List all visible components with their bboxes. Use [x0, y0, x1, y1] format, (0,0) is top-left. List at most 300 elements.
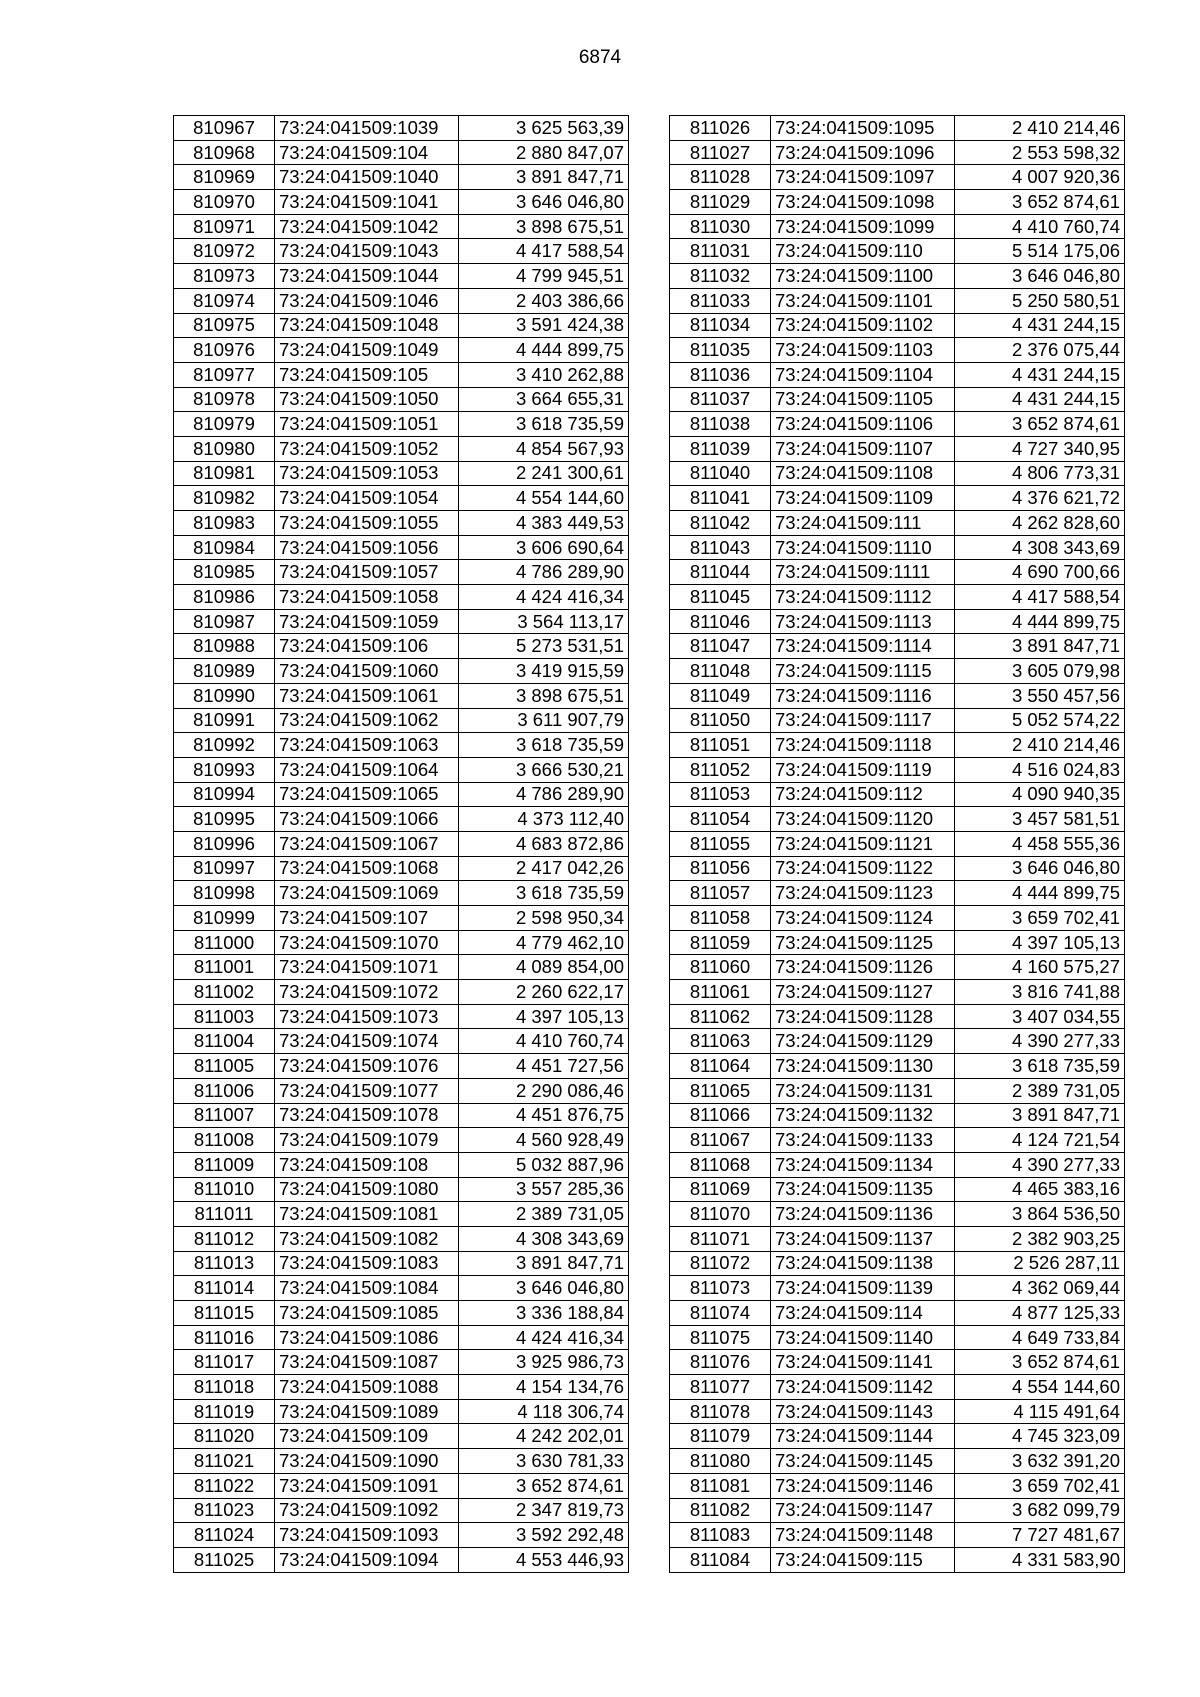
cadastral-number-cell: 73:24:041509:1110 [771, 535, 955, 560]
record-number-cell: 811068 [670, 1152, 771, 1177]
table-row [174, 757, 629, 782]
record-number-cell: 811070 [670, 1202, 771, 1227]
table-row [670, 659, 1125, 684]
record-number-cell: 811018 [174, 1375, 275, 1400]
table-row [174, 1029, 629, 1054]
record-number-cell: 811062 [670, 1004, 771, 1029]
value-cell: 2 241 300,61 [459, 461, 629, 486]
record-number-cell: 811015 [174, 1301, 275, 1326]
table-row [174, 930, 629, 955]
record-number-cell: 811012 [174, 1226, 275, 1251]
cadastral-number-cell: 73:24:041509:104 [275, 140, 459, 165]
table-row [174, 634, 629, 659]
cadastral-number-cell: 73:24:041509:1127 [771, 980, 955, 1005]
cadastral-number-cell: 73:24:041509:1146 [771, 1473, 955, 1498]
cadastral-number-cell: 73:24:041509:1123 [771, 881, 955, 906]
record-number-cell: 811063 [670, 1029, 771, 1054]
value-cell: 4 554 144,60 [459, 486, 629, 511]
record-number-cell: 811028 [670, 165, 771, 190]
cadastral-number-cell: 73:24:041509:1133 [771, 1128, 955, 1153]
cadastral-number-cell: 73:24:041509:1073 [275, 1004, 459, 1029]
table-row [670, 1424, 1125, 1449]
value-cell: 2 389 731,05 [955, 1078, 1125, 1103]
table-row [174, 116, 629, 141]
table-row [670, 1276, 1125, 1301]
value-cell: 3 410 262,88 [459, 362, 629, 387]
table-row [174, 955, 629, 980]
record-number-cell: 811051 [670, 733, 771, 758]
table-row [174, 1375, 629, 1400]
cadastral-number-cell: 73:24:041509:1142 [771, 1375, 955, 1400]
cadastral-number-cell: 73:24:041509:1107 [771, 436, 955, 461]
cadastral-number-cell: 73:24:041509:1143 [771, 1399, 955, 1424]
cadastral-number-cell: 73:24:041509:1072 [275, 980, 459, 1005]
record-number-cell: 810984 [174, 535, 275, 560]
cadastral-number-cell: 73:24:041509:1071 [275, 955, 459, 980]
value-cell: 3 898 675,51 [459, 214, 629, 239]
right-register-table [669, 115, 1125, 1573]
cadastral-number-cell: 73:24:041509:1042 [275, 214, 459, 239]
cadastral-number-cell: 73:24:041509:1086 [275, 1325, 459, 1350]
cadastral-number-cell: 73:24:041509:109 [275, 1424, 459, 1449]
value-cell: 4 397 105,13 [955, 930, 1125, 955]
cadastral-number-cell: 73:24:041509:1135 [771, 1177, 955, 1202]
value-cell: 4 431 244,15 [955, 313, 1125, 338]
table-row [174, 511, 629, 536]
value-cell: 7 727 481,67 [955, 1523, 1125, 1548]
cadastral-number-cell: 73:24:041509:1064 [275, 757, 459, 782]
value-cell: 3 652 874,61 [459, 1473, 629, 1498]
record-number-cell: 811016 [174, 1325, 275, 1350]
value-cell: 4 160 575,27 [955, 955, 1125, 980]
table-row [174, 190, 629, 215]
record-number-cell: 811035 [670, 338, 771, 363]
cadastral-number-cell: 73:24:041509:1099 [771, 214, 955, 239]
record-number-cell: 810983 [174, 511, 275, 536]
value-cell: 3 652 874,61 [955, 1350, 1125, 1375]
table-row [174, 980, 629, 1005]
cadastral-number-cell: 73:24:041509:1129 [771, 1029, 955, 1054]
value-cell: 2 290 086,46 [459, 1078, 629, 1103]
value-cell: 3 457 581,51 [955, 807, 1125, 832]
record-number-cell: 811049 [670, 683, 771, 708]
value-cell: 4 683 872,86 [459, 831, 629, 856]
table-row [670, 683, 1125, 708]
record-number-cell: 811078 [670, 1399, 771, 1424]
cadastral-number-cell: 73:24:041509:1087 [275, 1350, 459, 1375]
value-cell: 3 618 735,59 [459, 412, 629, 437]
table-row [670, 190, 1125, 215]
value-cell: 2 347 819,73 [459, 1498, 629, 1523]
value-cell: 4 451 727,56 [459, 1054, 629, 1079]
value-cell: 3 646 046,80 [955, 264, 1125, 289]
table-row [670, 1078, 1125, 1103]
table-row [174, 906, 629, 931]
table-row [174, 1152, 629, 1177]
record-number-cell: 810999 [174, 906, 275, 931]
table-row [174, 362, 629, 387]
table-row [670, 239, 1125, 264]
cadastral-number-cell: 73:24:041509:1098 [771, 190, 955, 215]
value-cell: 4 431 244,15 [955, 387, 1125, 412]
record-number-cell: 811071 [670, 1226, 771, 1251]
value-cell: 4 877 125,33 [955, 1301, 1125, 1326]
cadastral-number-cell: 73:24:041509:1062 [275, 708, 459, 733]
value-cell: 4 424 416,34 [459, 1325, 629, 1350]
record-number-cell: 810979 [174, 412, 275, 437]
cadastral-number-cell: 73:24:041509:1103 [771, 338, 955, 363]
cadastral-number-cell: 73:24:041509:1054 [275, 486, 459, 511]
table-row [670, 140, 1125, 165]
value-cell: 3 864 536,50 [955, 1202, 1125, 1227]
record-number-cell: 811023 [174, 1498, 275, 1523]
cadastral-number-cell: 73:24:041509:1067 [275, 831, 459, 856]
cadastral-number-cell: 73:24:041509:106 [275, 634, 459, 659]
table-row [670, 1449, 1125, 1474]
value-cell: 3 592 292,48 [459, 1523, 629, 1548]
record-number-cell: 810987 [174, 609, 275, 634]
record-number-cell: 811067 [670, 1128, 771, 1153]
record-number-cell: 811084 [670, 1547, 771, 1572]
value-cell: 4 516 024,83 [955, 757, 1125, 782]
table-row [174, 1054, 629, 1079]
value-cell: 4 451 876,75 [459, 1103, 629, 1128]
cadastral-number-cell: 73:24:041509:110 [771, 239, 955, 264]
cadastral-number-cell: 73:24:041509:1068 [275, 856, 459, 881]
table-row [174, 387, 629, 412]
record-number-cell: 811006 [174, 1078, 275, 1103]
record-number-cell: 811055 [670, 831, 771, 856]
cadastral-number-cell: 73:24:041509:1115 [771, 659, 955, 684]
value-cell: 3 664 655,31 [459, 387, 629, 412]
record-number-cell: 810988 [174, 634, 275, 659]
table-row [670, 1251, 1125, 1276]
value-cell: 4 331 583,90 [955, 1547, 1125, 1572]
table-row [174, 288, 629, 313]
table-row [670, 955, 1125, 980]
record-number-cell: 811060 [670, 955, 771, 980]
table-row [174, 486, 629, 511]
record-number-cell: 810985 [174, 560, 275, 585]
table-row [670, 288, 1125, 313]
value-cell: 4 090 940,35 [955, 782, 1125, 807]
table-row [174, 1473, 629, 1498]
cadastral-number-cell: 73:24:041509:1078 [275, 1103, 459, 1128]
value-cell: 2 376 075,44 [955, 338, 1125, 363]
record-number-cell: 811043 [670, 535, 771, 560]
record-number-cell: 811026 [670, 116, 771, 141]
table-row [670, 1523, 1125, 1548]
value-cell: 4 124 721,54 [955, 1128, 1125, 1153]
cadastral-number-cell: 73:24:041509:1049 [275, 338, 459, 363]
value-cell: 3 646 046,80 [459, 190, 629, 215]
cadastral-number-cell: 73:24:041509:1128 [771, 1004, 955, 1029]
table-row [670, 1350, 1125, 1375]
cadastral-number-cell: 73:24:041509:111 [771, 511, 955, 536]
cadastral-number-cell: 73:24:041509:1063 [275, 733, 459, 758]
cadastral-number-cell: 73:24:041509:1114 [771, 634, 955, 659]
table-row [174, 683, 629, 708]
cadastral-number-cell: 73:24:041509:1112 [771, 585, 955, 610]
table-row [670, 116, 1125, 141]
cadastral-number-cell: 73:24:041509:1101 [771, 288, 955, 313]
cadastral-number-cell: 73:24:041509:1040 [275, 165, 459, 190]
record-number-cell: 811000 [174, 930, 275, 955]
cadastral-number-cell: 73:24:041509:114 [771, 1301, 955, 1326]
cadastral-number-cell: 73:24:041509:1144 [771, 1424, 955, 1449]
value-cell: 3 659 702,41 [955, 1473, 1125, 1498]
cadastral-number-cell: 73:24:041509:1104 [771, 362, 955, 387]
value-cell: 4 118 306,74 [459, 1399, 629, 1424]
record-number-cell: 811053 [670, 782, 771, 807]
record-number-cell: 810975 [174, 313, 275, 338]
record-number-cell: 811042 [670, 511, 771, 536]
record-number-cell: 811038 [670, 412, 771, 437]
record-number-cell: 811044 [670, 560, 771, 585]
table-row [174, 782, 629, 807]
value-cell: 4 376 621,72 [955, 486, 1125, 511]
table-row [670, 436, 1125, 461]
cadastral-number-cell: 73:24:041509:1074 [275, 1029, 459, 1054]
value-cell: 3 606 690,64 [459, 535, 629, 560]
record-number-cell: 811077 [670, 1375, 771, 1400]
value-cell: 3 611 907,79 [459, 708, 629, 733]
record-number-cell: 810968 [174, 140, 275, 165]
value-cell: 3 891 847,71 [955, 1103, 1125, 1128]
table-row [174, 1276, 629, 1301]
table-row [174, 535, 629, 560]
cadastral-number-cell: 73:24:041509:1113 [771, 609, 955, 634]
value-cell: 3 618 735,59 [459, 733, 629, 758]
cadastral-number-cell: 73:24:041509:1147 [771, 1498, 955, 1523]
cadastral-number-cell: 73:24:041509:1120 [771, 807, 955, 832]
value-cell: 4 154 134,76 [459, 1375, 629, 1400]
table-row [670, 560, 1125, 585]
left-register-table [173, 115, 629, 1573]
table-row [670, 757, 1125, 782]
table-row [670, 980, 1125, 1005]
cadastral-number-cell: 73:24:041509:1079 [275, 1128, 459, 1153]
record-number-cell: 810976 [174, 338, 275, 363]
record-number-cell: 811031 [670, 239, 771, 264]
record-number-cell: 811079 [670, 1424, 771, 1449]
table-row [670, 1399, 1125, 1424]
table-row [670, 1226, 1125, 1251]
record-number-cell: 810986 [174, 585, 275, 610]
value-cell: 4 458 555,36 [955, 831, 1125, 856]
cadastral-number-cell: 73:24:041509:1119 [771, 757, 955, 782]
cadastral-number-cell: 73:24:041509:1059 [275, 609, 459, 634]
table-row [670, 461, 1125, 486]
table-row [174, 214, 629, 239]
record-number-cell: 811034 [670, 313, 771, 338]
record-number-cell: 811047 [670, 634, 771, 659]
left-register-body [174, 116, 629, 1573]
cadastral-number-cell: 73:24:041509:1053 [275, 461, 459, 486]
cadastral-number-cell: 73:24:041509:1141 [771, 1350, 955, 1375]
value-cell: 4 390 277,33 [955, 1152, 1125, 1177]
record-number-cell: 811061 [670, 980, 771, 1005]
right-register-body [670, 116, 1125, 1573]
table-row [174, 1128, 629, 1153]
table-row [670, 881, 1125, 906]
value-cell: 4 383 449,53 [459, 511, 629, 536]
cadastral-number-cell: 73:24:041509:1039 [275, 116, 459, 141]
table-row [174, 659, 629, 684]
cadastral-number-cell: 73:24:041509:1051 [275, 412, 459, 437]
value-cell: 4 362 069,44 [955, 1276, 1125, 1301]
value-cell: 4 242 202,01 [459, 1424, 629, 1449]
cadastral-number-cell: 73:24:041509:1052 [275, 436, 459, 461]
record-number-cell: 811074 [670, 1301, 771, 1326]
cadastral-number-cell: 73:24:041509:1061 [275, 683, 459, 708]
record-number-cell: 810969 [174, 165, 275, 190]
record-number-cell: 810996 [174, 831, 275, 856]
value-cell: 4 417 588,54 [459, 239, 629, 264]
table-row [670, 1498, 1125, 1523]
cadastral-number-cell: 73:24:041509:1044 [275, 264, 459, 289]
value-cell: 3 682 099,79 [955, 1498, 1125, 1523]
page-number: 6874 [578, 47, 622, 68]
cadastral-number-cell: 73:24:041509:1126 [771, 955, 955, 980]
cadastral-number-cell: 73:24:041509:1094 [275, 1547, 459, 1572]
value-cell: 2 553 598,32 [955, 140, 1125, 165]
record-number-cell: 811004 [174, 1029, 275, 1054]
record-number-cell: 810998 [174, 881, 275, 906]
value-cell: 2 403 386,66 [459, 288, 629, 313]
value-cell: 3 925 986,73 [459, 1350, 629, 1375]
table-row [670, 708, 1125, 733]
cadastral-number-cell: 73:24:041509:1046 [275, 288, 459, 313]
record-number-cell: 811052 [670, 757, 771, 782]
value-cell: 4 444 899,75 [955, 881, 1125, 906]
record-number-cell: 811033 [670, 288, 771, 313]
table-row [670, 733, 1125, 758]
value-cell: 2 598 950,34 [459, 906, 629, 931]
table-row [174, 264, 629, 289]
table-row [670, 165, 1125, 190]
cadastral-number-cell: 73:24:041509:1041 [275, 190, 459, 215]
record-number-cell: 810967 [174, 116, 275, 141]
value-cell: 4 373 112,40 [459, 807, 629, 832]
cadastral-number-cell: 73:24:041509:1136 [771, 1202, 955, 1227]
table-row [174, 338, 629, 363]
table-row [174, 436, 629, 461]
cadastral-number-cell: 73:24:041509:115 [771, 1547, 955, 1572]
cadastral-number-cell: 73:24:041509:1093 [275, 1523, 459, 1548]
cadastral-number-cell: 73:24:041509:1092 [275, 1498, 459, 1523]
table-row [670, 486, 1125, 511]
record-number-cell: 810972 [174, 239, 275, 264]
value-cell: 4 431 244,15 [955, 362, 1125, 387]
value-cell: 3 407 034,55 [955, 1004, 1125, 1029]
record-number-cell: 810992 [174, 733, 275, 758]
table-row [174, 1251, 629, 1276]
cadastral-number-cell: 73:24:041509:1081 [275, 1202, 459, 1227]
table-row [174, 1350, 629, 1375]
table-row [670, 511, 1125, 536]
record-number-cell: 811050 [670, 708, 771, 733]
value-cell: 4 779 462,10 [459, 930, 629, 955]
cadastral-number-cell: 73:24:041509:1060 [275, 659, 459, 684]
value-cell: 4 417 588,54 [955, 585, 1125, 610]
value-cell: 3 646 046,80 [459, 1276, 629, 1301]
record-number-cell: 811022 [174, 1473, 275, 1498]
table-row [670, 313, 1125, 338]
table-row [670, 362, 1125, 387]
cadastral-number-cell: 73:24:041509:1111 [771, 560, 955, 585]
value-cell: 3 630 781,33 [459, 1449, 629, 1474]
table-row [174, 1547, 629, 1572]
value-cell: 4 308 343,69 [459, 1226, 629, 1251]
value-cell: 2 260 622,17 [459, 980, 629, 1005]
record-number-cell: 811002 [174, 980, 275, 1005]
record-number-cell: 811013 [174, 1251, 275, 1276]
table-row [174, 560, 629, 585]
table-row [174, 1301, 629, 1326]
record-number-cell: 811069 [670, 1177, 771, 1202]
table-row [174, 1449, 629, 1474]
cadastral-number-cell: 73:24:041509:1105 [771, 387, 955, 412]
record-number-cell: 811025 [174, 1547, 275, 1572]
record-number-cell: 811056 [670, 856, 771, 881]
record-number-cell: 811029 [670, 190, 771, 215]
value-cell: 2 880 847,07 [459, 140, 629, 165]
record-number-cell: 810997 [174, 856, 275, 881]
value-cell: 4 799 945,51 [459, 264, 629, 289]
cadastral-number-cell: 73:24:041509:108 [275, 1152, 459, 1177]
value-cell: 3 632 391,20 [955, 1449, 1125, 1474]
cadastral-number-cell: 73:24:041509:107 [275, 906, 459, 931]
table-row [174, 1004, 629, 1029]
cadastral-number-cell: 73:24:041509:105 [275, 362, 459, 387]
table-row [670, 1177, 1125, 1202]
value-cell: 4 786 289,90 [459, 560, 629, 585]
cadastral-number-cell: 73:24:041509:1096 [771, 140, 955, 165]
value-cell: 4 690 700,66 [955, 560, 1125, 585]
cadastral-number-cell: 73:24:041509:1097 [771, 165, 955, 190]
record-number-cell: 810994 [174, 782, 275, 807]
cadastral-number-cell: 73:24:041509:1122 [771, 856, 955, 881]
table-row [174, 239, 629, 264]
record-number-cell: 811073 [670, 1276, 771, 1301]
cadastral-number-cell: 73:24:041509:1080 [275, 1177, 459, 1202]
record-number-cell: 811065 [670, 1078, 771, 1103]
cadastral-number-cell: 73:24:041509:1108 [771, 461, 955, 486]
table-row [174, 412, 629, 437]
record-number-cell: 810995 [174, 807, 275, 832]
value-cell: 3 666 530,21 [459, 757, 629, 782]
table-row [670, 634, 1125, 659]
value-cell: 3 891 847,71 [955, 634, 1125, 659]
value-cell: 4 554 144,60 [955, 1375, 1125, 1400]
table-row [174, 733, 629, 758]
record-number-cell: 811032 [670, 264, 771, 289]
cadastral-number-cell: 73:24:041509:1100 [771, 264, 955, 289]
value-cell: 2 417 042,26 [459, 856, 629, 881]
record-number-cell: 810981 [174, 461, 275, 486]
table-row [174, 1325, 629, 1350]
value-cell: 2 382 903,25 [955, 1226, 1125, 1251]
value-cell: 4 397 105,13 [459, 1004, 629, 1029]
record-number-cell: 811014 [174, 1276, 275, 1301]
record-number-cell: 810980 [174, 436, 275, 461]
record-number-cell: 811037 [670, 387, 771, 412]
record-number-cell: 810970 [174, 190, 275, 215]
cadastral-number-cell: 73:24:041509:1137 [771, 1226, 955, 1251]
value-cell: 4 745 323,09 [955, 1424, 1125, 1449]
cadastral-number-cell: 73:24:041509:1139 [771, 1276, 955, 1301]
